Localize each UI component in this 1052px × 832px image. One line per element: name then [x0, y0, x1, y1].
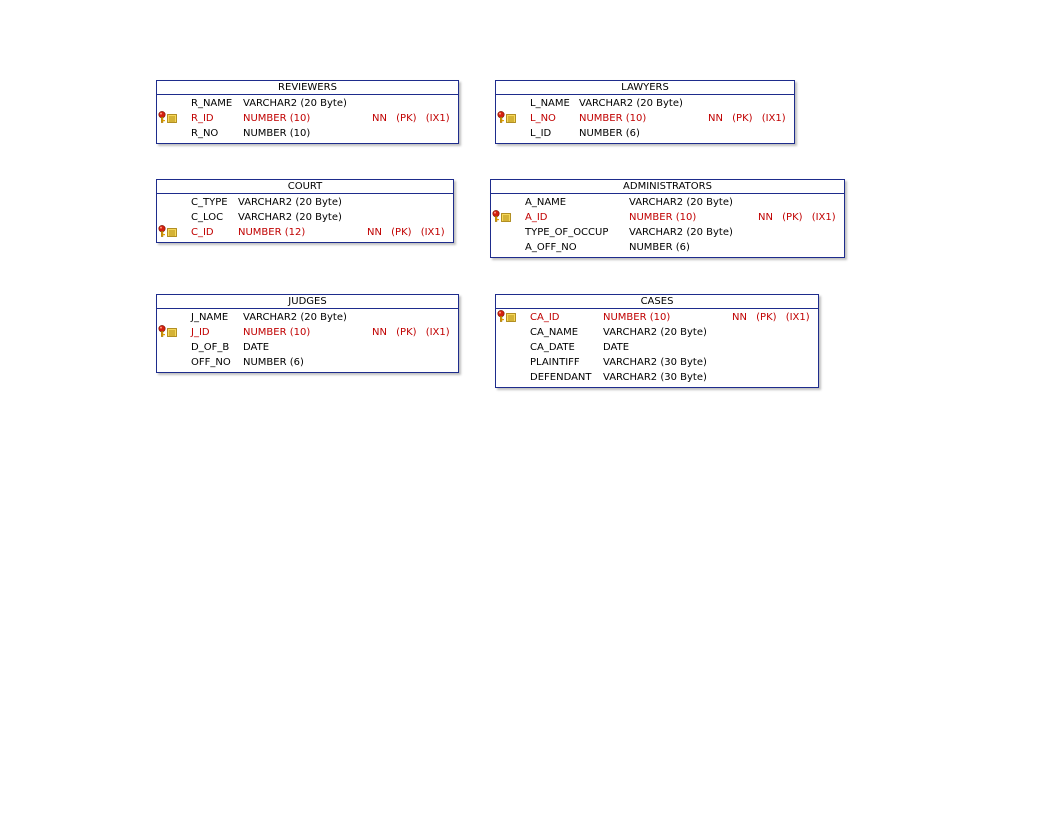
primary-key-icon: [157, 325, 167, 337]
column-name: D_OF_B: [191, 342, 230, 353]
column-type: VARCHAR2 (20 Byte): [243, 312, 347, 323]
column-name: J_ID: [191, 327, 210, 338]
column-constraints: NN (PK) (IX1): [367, 227, 445, 238]
column-row[interactable]: [496, 370, 818, 385]
column-name: L_ID: [530, 128, 552, 139]
primary-key-icon: [496, 310, 506, 322]
column-name: CA_NAME: [530, 327, 579, 338]
column-name: A_NAME: [525, 197, 567, 208]
column-name: R_NO: [191, 128, 219, 139]
table-judges[interactable]: [156, 294, 459, 373]
table-title: REVIEWERS: [157, 81, 458, 95]
column-type: VARCHAR2 (20 Byte): [243, 98, 347, 109]
column-row[interactable]: [496, 355, 818, 370]
column-type: VARCHAR2 (20 Byte): [238, 197, 342, 208]
column-name: J_NAME: [191, 312, 229, 323]
table-title: CASES: [496, 295, 818, 309]
column-list: [496, 309, 818, 387]
column-row[interactable]: [496, 325, 818, 340]
column-row[interactable]: [157, 195, 453, 210]
column-constraints: NN (PK) (IX1): [372, 113, 450, 124]
column-row[interactable]: [491, 195, 844, 210]
column-type: DATE: [603, 342, 630, 353]
primary-key-icon: [496, 111, 506, 123]
column-name: C_TYPE: [191, 197, 228, 208]
column-list: [157, 309, 458, 372]
column-row[interactable]: [157, 126, 458, 141]
column-row[interactable]: [157, 310, 458, 325]
column-type: VARCHAR2 (30 Byte): [603, 372, 707, 383]
column-type: NUMBER (12): [238, 227, 306, 238]
table-title: COURT: [157, 180, 453, 194]
column-row[interactable]: [157, 340, 458, 355]
column-row-primary-key[interactable]: [496, 310, 818, 325]
column-row[interactable]: [157, 96, 458, 111]
primary-key-icon: [491, 210, 501, 222]
index-icon: [167, 328, 177, 337]
index-icon: [506, 313, 516, 322]
column-name: A_OFF_NO: [525, 242, 577, 253]
column-name: C_ID: [191, 227, 214, 238]
table-title: ADMINISTRATORS: [491, 180, 844, 194]
column-name: A_ID: [525, 212, 548, 223]
index-icon: [167, 114, 177, 123]
column-name: PLAINTIFF: [530, 357, 580, 368]
column-type: NUMBER (10): [629, 212, 697, 223]
column-name: C_LOC: [191, 212, 224, 223]
column-type: NUMBER (10): [243, 128, 311, 139]
table-court[interactable]: [156, 179, 454, 243]
table-administrators[interactable]: [490, 179, 845, 258]
column-row-primary-key[interactable]: [157, 325, 458, 340]
column-row-primary-key[interactable]: [496, 111, 794, 126]
column-type: NUMBER (10): [603, 312, 671, 323]
column-type: VARCHAR2 (30 Byte): [603, 357, 707, 368]
column-type: NUMBER (10): [579, 113, 647, 124]
index-icon: [506, 114, 516, 123]
column-constraints: NN (PK) (IX1): [708, 113, 786, 124]
table-title: JUDGES: [157, 295, 458, 309]
column-constraints: NN (PK) (IX1): [732, 312, 810, 323]
table-reviewers[interactable]: [156, 80, 459, 144]
column-type: NUMBER (10): [243, 327, 311, 338]
column-row-primary-key[interactable]: [157, 111, 458, 126]
column-row[interactable]: [491, 240, 844, 255]
table-lawyers[interactable]: [495, 80, 795, 144]
primary-key-icon: [157, 225, 167, 237]
column-type: VARCHAR2 (20 Byte): [629, 227, 733, 238]
column-row[interactable]: [496, 96, 794, 111]
primary-key-icon: [157, 111, 167, 123]
column-row-primary-key[interactable]: [491, 210, 844, 225]
index-icon: [167, 228, 177, 237]
column-type: VARCHAR2 (20 Byte): [629, 197, 733, 208]
column-name: OFF_NO: [191, 357, 231, 368]
table-title: LAWYERS: [496, 81, 794, 95]
column-type: VARCHAR2 (20 Byte): [238, 212, 342, 223]
column-row[interactable]: [157, 355, 458, 370]
column-row[interactable]: [157, 210, 453, 225]
column-row-primary-key[interactable]: [157, 225, 453, 240]
table-cases[interactable]: [495, 294, 819, 388]
column-type: DATE: [243, 342, 270, 353]
column-row[interactable]: [496, 126, 794, 141]
column-list: [496, 95, 794, 143]
column-row[interactable]: [491, 225, 844, 240]
column-type: NUMBER (6): [629, 242, 690, 253]
column-name: CA_ID: [530, 312, 560, 323]
column-list: [157, 95, 458, 143]
column-name: R_ID: [191, 113, 214, 124]
column-list: [157, 194, 453, 242]
column-type: NUMBER (6): [579, 128, 640, 139]
column-name: CA_DATE: [530, 342, 575, 353]
column-name: TYPE_OF_OCCUP: [525, 227, 609, 238]
column-name: DEFENDANT: [530, 372, 592, 383]
column-type: NUMBER (10): [243, 113, 311, 124]
column-type: NUMBER (6): [243, 357, 304, 368]
column-name: L_NAME: [530, 98, 570, 109]
column-list: [491, 194, 844, 257]
column-constraints: NN (PK) (IX1): [372, 327, 450, 338]
column-constraints: NN (PK) (IX1): [758, 212, 836, 223]
index-icon: [501, 213, 511, 222]
column-name: R_NAME: [191, 98, 233, 109]
column-row[interactable]: [496, 340, 818, 355]
column-type: VARCHAR2 (20 Byte): [603, 327, 707, 338]
column-type: VARCHAR2 (20 Byte): [579, 98, 683, 109]
column-name: L_NO: [530, 113, 556, 124]
